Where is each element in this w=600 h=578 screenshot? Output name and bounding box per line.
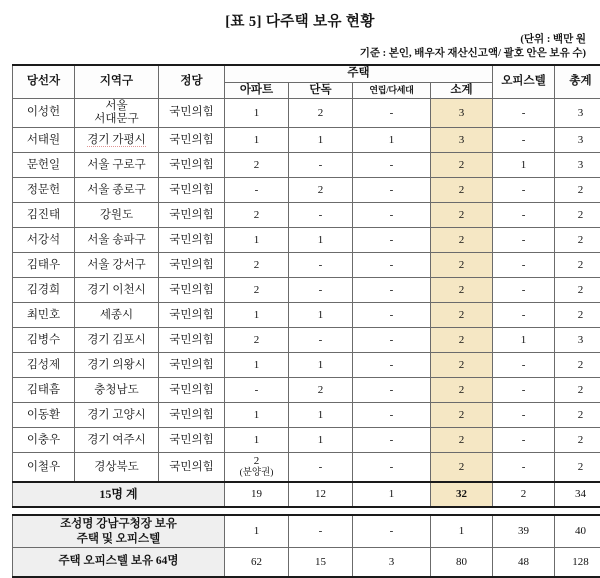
cell-rowhouse: - (353, 328, 431, 353)
cell-total: 2 (555, 253, 600, 278)
cell-apartment: 1 (225, 428, 289, 453)
cell-detached: 2 (289, 98, 353, 127)
footer-row-label (13, 515, 225, 547)
total-subtotal: 32 (431, 482, 493, 507)
cell-officetel: - (493, 278, 555, 303)
table-row (13, 378, 600, 403)
header-subtotal: 소계 (431, 82, 493, 98)
total-row-label: 15명 계 (13, 482, 225, 507)
header-party: 정당 (159, 65, 225, 98)
cell-winner: 이철우 (13, 453, 75, 483)
cell-district: 경기 김포시 (75, 328, 159, 353)
table-row (13, 453, 600, 483)
cell-detached: - (289, 453, 353, 483)
cell-apartment: 1 (225, 403, 289, 428)
total-officetel: 2 (493, 482, 555, 507)
cell-party: 국민의힘 (159, 353, 225, 378)
cell-district: 경기 고양시 (75, 403, 159, 428)
cell-officetel: - (493, 403, 555, 428)
district-line-2: 서대문구 (77, 113, 156, 126)
cell-subtotal: 3 (431, 128, 493, 153)
cell-rowhouse: - (353, 378, 431, 403)
cell-rowhouse: - (353, 353, 431, 378)
cell-officetel: - (493, 128, 555, 153)
footer-officetel: 39 (493, 515, 555, 547)
cell-rowhouse: - (353, 303, 431, 328)
cell-winner: 문헌일 (13, 153, 75, 178)
cell-apartment: 1 (225, 128, 289, 153)
spacer-row (13, 507, 600, 515)
table-header (13, 65, 600, 98)
cell-total: 2 (555, 228, 600, 253)
cell-rowhouse: - (353, 228, 431, 253)
cell-party: 국민의힘 (159, 378, 225, 403)
cell-apartment: - (225, 178, 289, 203)
cell-subtotal: 2 (431, 328, 493, 353)
header-officetel: 오피스텔 (493, 65, 555, 98)
cell-officetel: - (493, 98, 555, 127)
cell-total: 3 (555, 98, 600, 127)
cell-officetel: - (493, 178, 555, 203)
footer-total: 40 (555, 515, 600, 547)
cell-winner: 이충우 (13, 428, 75, 453)
cell-subtotal: 2 (431, 428, 493, 453)
cell-rowhouse: - (353, 153, 431, 178)
criteria-note: 기준 : 본인, 배우자 재산신고액/ 괄호 안은 보유 수) (12, 47, 586, 61)
cell-apartment: 2 (225, 328, 289, 353)
cell-rowhouse: - (353, 278, 431, 303)
cell-district: 경기 여주시 (75, 428, 159, 453)
table-body (13, 98, 600, 577)
cell-officetel: - (493, 453, 555, 483)
footer-officetel: 48 (493, 547, 555, 577)
cell-total: 2 (555, 353, 600, 378)
cell-total: 2 (555, 178, 600, 203)
cell-winner: 김태흠 (13, 378, 75, 403)
cell-winner: 김진태 (13, 203, 75, 228)
cell-subtotal: 2 (431, 228, 493, 253)
cell-officetel: 1 (493, 153, 555, 178)
cell-district: 경상북도 (75, 453, 159, 483)
cell-winner: 서강석 (13, 228, 75, 253)
cell-apartment (225, 453, 289, 483)
subtitle-block (12, 33, 588, 64)
cell-officetel: - (493, 253, 555, 278)
cell-party: 국민의힘 (159, 128, 225, 153)
cell-district: 경기 의왕시 (75, 353, 159, 378)
cell-apartment: 1 (225, 353, 289, 378)
cell-district: 서울 강서구 (75, 253, 159, 278)
cell-rowhouse: - (353, 403, 431, 428)
cell-party: 국민의힘 (159, 303, 225, 328)
cell-party: 국민의힘 (159, 203, 225, 228)
cell-district: 세종시 (75, 303, 159, 328)
footer-label-line-2: 주택 및 오피스텔 (15, 532, 222, 546)
cell-total: 2 (555, 453, 600, 483)
cell-rowhouse: - (353, 453, 431, 483)
footer-row-label: 주택 오피스텔 보유 64명 (13, 547, 225, 577)
cell-subtotal: 3 (431, 98, 493, 127)
cell-party: 국민의힘 (159, 278, 225, 303)
cell-officetel: - (493, 203, 555, 228)
total-row (13, 482, 600, 507)
cell-winner: 최민호 (13, 303, 75, 328)
cell-detached: 2 (289, 178, 353, 203)
cell-rowhouse: - (353, 178, 431, 203)
header-row-1 (13, 65, 600, 82)
footer-subtotal: 80 (431, 547, 493, 577)
cell-subtotal: 2 (431, 153, 493, 178)
cell-winner: 김경희 (13, 278, 75, 303)
page-title: [표 5] 다주택 보유 현황 (12, 0, 588, 33)
total-grand: 34 (555, 482, 600, 507)
cell-subtotal: 2 (431, 403, 493, 428)
cell-total: 2 (555, 203, 600, 228)
cell-detached: 1 (289, 128, 353, 153)
housing-holdings-table (12, 64, 600, 578)
spacer-cell (13, 507, 600, 515)
cell-detached: 1 (289, 428, 353, 453)
cell-district: 서울 구로구 (75, 153, 159, 178)
cell-officetel: - (493, 303, 555, 328)
footer-rowhouse: 3 (353, 547, 431, 577)
district-line-1: 서울 (105, 100, 127, 112)
total-rowhouse: 1 (353, 482, 431, 507)
header-district: 지역구 (75, 65, 159, 98)
table-row (13, 253, 600, 278)
table-row (13, 278, 600, 303)
cell-officetel: - (493, 378, 555, 403)
footer-detached: - (289, 515, 353, 547)
cell-rowhouse: - (353, 428, 431, 453)
cell-apartment: 2 (225, 253, 289, 278)
cell-total: 3 (555, 153, 600, 178)
cell-detached: - (289, 253, 353, 278)
cell-subtotal: 2 (431, 378, 493, 403)
cell-winner: 김태우 (13, 253, 75, 278)
header-housing-group: 주택 (225, 65, 493, 82)
cell-subtotal: 2 (431, 353, 493, 378)
cell-apartment: 2 (225, 278, 289, 303)
footer-apartment: 62 (225, 547, 289, 577)
cell-party: 국민의힘 (159, 403, 225, 428)
apartment-value: 2 (254, 455, 260, 467)
cell-district: 서울 종로구 (75, 178, 159, 203)
cell-party: 국민의힘 (159, 328, 225, 353)
cell-officetel: - (493, 428, 555, 453)
cell-apartment: 1 (225, 303, 289, 328)
footer-rowhouse: - (353, 515, 431, 547)
cell-detached: - (289, 328, 353, 353)
footer-row (13, 515, 600, 547)
cell-apartment: 2 (225, 203, 289, 228)
total-apartment: 19 (225, 482, 289, 507)
cell-party: 국민의힘 (159, 228, 225, 253)
table-row (13, 178, 600, 203)
cell-total: 2 (555, 278, 600, 303)
cell-winner: 김성제 (13, 353, 75, 378)
cell-winner: 이동환 (13, 403, 75, 428)
cell-officetel: - (493, 228, 555, 253)
footer-subtotal: 1 (431, 515, 493, 547)
cell-apartment: 1 (225, 228, 289, 253)
cell-subtotal: 2 (431, 253, 493, 278)
cell-detached: 1 (289, 403, 353, 428)
cell-rowhouse: 1 (353, 128, 431, 153)
header-grand-total: 총계 (555, 65, 600, 98)
table-row (13, 303, 600, 328)
footer-total: 128 (555, 547, 600, 577)
cell-subtotal: 2 (431, 203, 493, 228)
header-rowhouse-multiplex: 연립/다세대 (353, 82, 431, 98)
unit-note: (단위 : 백만 원 (12, 33, 586, 47)
cell-detached: - (289, 203, 353, 228)
district-line-1: 경기 가평시 (87, 134, 145, 147)
cell-apartment: 1 (225, 98, 289, 127)
cell-party: 국민의힘 (159, 153, 225, 178)
cell-winner: 정문헌 (13, 178, 75, 203)
table-row (13, 403, 600, 428)
footer-apartment: 1 (225, 515, 289, 547)
cell-rowhouse: - (353, 203, 431, 228)
table-row (13, 153, 600, 178)
cell-detached: 1 (289, 353, 353, 378)
cell-total: 3 (555, 128, 600, 153)
cell-apartment: 2 (225, 153, 289, 178)
cell-party: 국민의힘 (159, 453, 225, 483)
header-winner: 당선자 (13, 65, 75, 98)
cell-winner: 김병수 (13, 328, 75, 353)
cell-detached: 1 (289, 228, 353, 253)
cell-party: 국민의힘 (159, 178, 225, 203)
cell-total: 3 (555, 328, 600, 353)
cell-total: 2 (555, 428, 600, 453)
cell-district: 경기 이천시 (75, 278, 159, 303)
cell-winner: 이성헌 (13, 98, 75, 127)
table-row (13, 228, 600, 253)
table-row (13, 328, 600, 353)
cell-subtotal: 2 (431, 453, 493, 483)
cell-officetel: 1 (493, 328, 555, 353)
table-row (13, 98, 600, 127)
table-row (13, 353, 600, 378)
cell-party: 국민의힘 (159, 98, 225, 127)
cell-detached: 1 (289, 303, 353, 328)
cell-party: 국민의힘 (159, 253, 225, 278)
footer-row (13, 547, 600, 577)
cell-district: 강원도 (75, 203, 159, 228)
cell-officetel: - (493, 353, 555, 378)
cell-total: 2 (555, 303, 600, 328)
cell-total: 2 (555, 378, 600, 403)
cell-district: 서울 송파구 (75, 228, 159, 253)
cell-district: 충청남도 (75, 378, 159, 403)
cell-detached: - (289, 153, 353, 178)
header-detached: 단독 (289, 82, 353, 98)
cell-subtotal: 2 (431, 178, 493, 203)
total-detached: 12 (289, 482, 353, 507)
table-row (13, 203, 600, 228)
cell-total: 2 (555, 403, 600, 428)
cell-subtotal: 2 (431, 278, 493, 303)
cell-subtotal: 2 (431, 303, 493, 328)
cell-district (75, 128, 159, 153)
table-row (13, 128, 600, 153)
cell-rowhouse: - (353, 98, 431, 127)
cell-detached: - (289, 278, 353, 303)
cell-detached: 2 (289, 378, 353, 403)
cell-apartment: - (225, 378, 289, 403)
cell-district (75, 98, 159, 127)
cell-rowhouse: - (353, 253, 431, 278)
cell-party: 국민의힘 (159, 428, 225, 453)
apartment-note: (분양권) (227, 468, 286, 479)
footer-label-line-1: 조성명 강남구청장 보유 (60, 518, 177, 530)
footer-detached: 15 (289, 547, 353, 577)
cell-winner: 서태원 (13, 128, 75, 153)
header-apartment: 아파트 (225, 82, 289, 98)
table-row (13, 428, 600, 453)
